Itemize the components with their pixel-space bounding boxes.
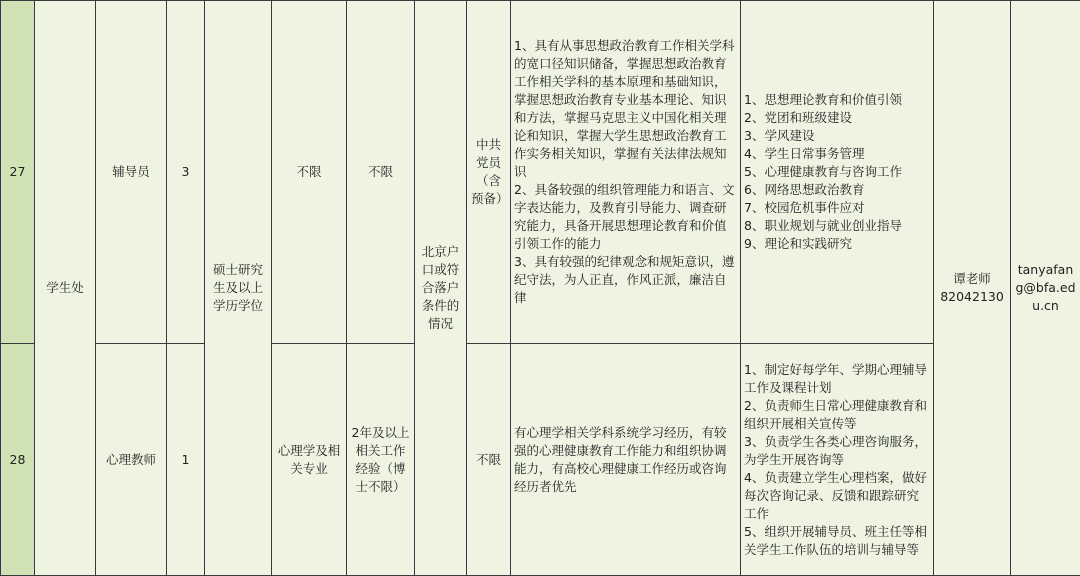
- count-cell: 1: [167, 344, 205, 576]
- hukou-cell: 北京户口或符合落户条件的情况: [415, 1, 467, 576]
- count-cell: 3: [167, 1, 205, 344]
- education-cell: 硕士研究生及以上学历学位: [205, 1, 272, 576]
- major-cell: 心理学及相关专业: [272, 344, 347, 576]
- political-status-cell: 不限: [467, 344, 511, 576]
- department-cell: 学生处: [35, 1, 96, 576]
- row-number-cell: 28: [1, 344, 35, 576]
- duties-cell: 1、制定好每学年、学期心理辅导工作及课程计划 2、负责师生日常心理健康教育和组织开展相关宣传等 3、负责学生各类心理咨询服务，为学生开展咨询等 4、负责建立学生心理档案，做好每次咨询记录、反馈和跟踪研究工作 5、组织开展辅导员、班主任等相关学生工作队伍的培训与辅导等: [741, 344, 934, 576]
- political-status-cell: 中共党员（含预备）: [467, 1, 511, 344]
- experience-cell: 2年及以上相关工作经验（博士不限）: [347, 344, 415, 576]
- email-cell: tanyafang@bfa.edu.cn: [1011, 1, 1080, 576]
- position-cell: 辅导员: [96, 1, 167, 344]
- position-cell: 心理教师: [96, 344, 167, 576]
- contact-cell: 谭老师 82042130: [934, 1, 1011, 576]
- requirements-cell: 1、具有从事思想政治教育工作相关学科的宽口径知识储备，掌握思想政治教育工作相关学科的基本原理和基础知识，掌握思想政治教育专业基本理论、知识和方法，掌握马克思主义中国化相关理论和知识，掌握大学生思想政治教育工作实务相关知识，掌握有关法律法规知识 2、具备较强的组织管理能力和语言、文字表达能力，及教育引导能力、调查研究能力，具备开展思想理论教育和价值引领工作的能力 3、具有较强的纪律观念和规矩意识，遵纪守法，为人正直，作风正派，廉洁自律: [511, 1, 741, 344]
- row-number-cell: 27: [1, 1, 35, 344]
- table-row: [1, 344, 1080, 576]
- experience-cell: 不限: [347, 1, 415, 344]
- table-row: [1, 1, 1080, 344]
- duties-cell: 1、思想理论教育和价值引领 2、党团和班级建设 3、学风建设 4、学生日常事务管理 5、心理健康教育与咨询工作 6、网络思想政治教育 7、校园危机事件应对 8、职业规划与就业创业指导 9、理论和实践研究: [741, 1, 934, 344]
- major-cell: 不限: [272, 1, 347, 344]
- requirements-cell: 有心理学相关学科系统学习经历，有较强的心理健康教育工作能力和组织协调能力，有高校心理健康工作经历或咨询经历者优先: [511, 344, 741, 576]
